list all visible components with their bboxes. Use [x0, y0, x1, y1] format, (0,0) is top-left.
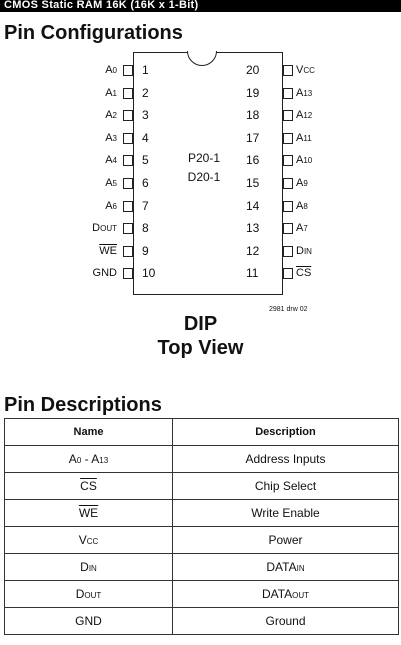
- pin-11-name-base: $\overline{CS}$: [296, 267, 312, 280]
- pin-desc-sub: OUT: [292, 591, 310, 600]
- pin-desc-cell: [173, 500, 399, 527]
- pin-name-base: D: [75, 587, 85, 601]
- pin-desc-table: [4, 418, 399, 635]
- pin-13-lead: [283, 223, 293, 234]
- pin-14-name-base: A: [296, 199, 304, 212]
- pin-9-number: 9: [142, 243, 149, 258]
- pin-8-name: [57, 222, 117, 234]
- pin-18-number: 18: [246, 108, 260, 123]
- pin-11-name: [296, 267, 311, 279]
- pin-19-number: 19: [246, 85, 260, 100]
- pin-15-number: 15: [246, 176, 260, 190]
- pin-8-number: 8: [142, 221, 149, 236]
- pin-20-lead: [283, 65, 293, 76]
- pin-8-name-base: D: [92, 222, 101, 235]
- pin-2-name: [57, 87, 117, 99]
- pin-name-sub: OUT: [84, 591, 102, 600]
- pin-5-name: [57, 154, 117, 166]
- pin-name-base: $\overline{CS}$: [80, 479, 97, 493]
- pin-3-name: [57, 109, 117, 121]
- pin-18-name-base: A: [296, 109, 304, 122]
- pin-6-name-base: A: [105, 177, 113, 189]
- pin-4-number: 4: [142, 130, 149, 145]
- pin-20-name-sub: CC: [303, 66, 315, 75]
- pin-1-name: [57, 64, 117, 76]
- pin-16-lead: [283, 155, 293, 166]
- pin-desc-text: Write Enable: [251, 506, 320, 520]
- pin-18-lead: [283, 110, 293, 121]
- drawing-ref: 2981 drw 02: [269, 306, 308, 313]
- pin-name-sub: 0: [76, 456, 82, 465]
- pin-3-lead: [123, 110, 133, 121]
- pin-19-name: [296, 87, 312, 99]
- pin-12-number: 12: [246, 243, 260, 258]
- pin-2-number: 2: [142, 85, 149, 100]
- pin-name-tail: - A: [81, 452, 100, 466]
- pin-12-name: [296, 245, 312, 257]
- pin-17-number: 17: [246, 130, 260, 145]
- table-row: [5, 554, 399, 581]
- pin-10-name: [57, 267, 117, 279]
- pin-desc-cell: [173, 608, 399, 635]
- pin-13-name-base: A: [296, 222, 304, 235]
- pin-20-number: 20: [246, 63, 260, 77]
- table-row: [5, 500, 399, 527]
- pin-2-name-sub: 1: [112, 88, 117, 98]
- pin-14-name-sub: 8: [303, 201, 308, 211]
- pin-13-name-sub: 7: [303, 224, 308, 234]
- pin-9-name: [57, 245, 117, 257]
- pin-17-lead: [283, 133, 293, 144]
- table-row: [5, 581, 399, 608]
- pin-16-name: [296, 154, 312, 166]
- pin-6-lead: [123, 178, 133, 189]
- pin-4-name-sub: 3: [112, 133, 117, 143]
- pin-15-name-sub: 9: [303, 179, 308, 188]
- package-title: DIP: [183, 313, 218, 335]
- pin-name-base: GND: [75, 614, 102, 628]
- pin-desc-text: Address Inputs: [245, 452, 326, 466]
- pin-1-lead: [123, 65, 133, 76]
- pin-4-name: [57, 132, 117, 144]
- table-row: [5, 473, 399, 500]
- pin-desc-text: DATA: [261, 587, 293, 601]
- pin-name-cell: [5, 554, 173, 581]
- pin-16-name-sub: 10: [303, 156, 313, 166]
- header-banner: [0, 0, 401, 12]
- pin-18-name-sub: 12: [303, 111, 313, 121]
- pin-name-base: A: [68, 452, 77, 466]
- table-row: [5, 446, 399, 473]
- pin-13-number: 13: [246, 221, 260, 236]
- pin-desc-text: Ground: [265, 614, 306, 628]
- pin-desc-text: DATA: [266, 560, 297, 574]
- pin-name-sub: IN: [88, 564, 97, 573]
- table-row: [5, 608, 399, 635]
- pin-name-base: $\overline{WE}$: [78, 506, 99, 520]
- pin-7-name-sub: 6: [112, 201, 117, 211]
- pin-desc-heading: Pin Descriptions: [4, 394, 162, 416]
- pin-1-name-sub: 0: [112, 66, 117, 75]
- pin-name-sub: CC: [86, 537, 99, 546]
- pin-2-name-base: A: [105, 86, 113, 99]
- pin-desc-cell: [173, 446, 399, 473]
- pin-9-name-base: $\overline{WE}$: [99, 244, 117, 257]
- pin-20-name-base: V: [296, 64, 304, 76]
- pin-desc-cell: [173, 554, 399, 581]
- pin-15-lead: [283, 178, 293, 189]
- pin-5-lead: [123, 155, 133, 166]
- pin-6-number: 6: [142, 176, 149, 190]
- pin-desc-text: Power: [268, 533, 303, 547]
- pin-name-cell: [5, 581, 173, 608]
- pin-name-cell: [5, 446, 173, 473]
- pin-config-heading: Pin Configurations: [4, 22, 183, 44]
- pin-2-lead: [123, 88, 133, 99]
- pin-20-name: [296, 64, 315, 76]
- pin-18-name: [296, 109, 312, 121]
- pin-3-name-sub: 2: [112, 111, 117, 121]
- pin-14-number: 14: [246, 198, 260, 213]
- pin-5-name-sub: 4: [112, 156, 117, 166]
- pin-12-name-base: D: [296, 244, 304, 257]
- pin-12-lead: [283, 246, 293, 257]
- pin-name-cell: [5, 500, 173, 527]
- pin-name-cell: [5, 608, 173, 635]
- pin-7-number: 7: [142, 198, 149, 213]
- pin-16-name-base: A: [296, 154, 304, 167]
- pin-6-name: [57, 177, 117, 189]
- pin-name-sub2: 13: [99, 456, 109, 465]
- pin-16-number: 16: [246, 153, 260, 168]
- pin-desc-cell: [173, 581, 399, 608]
- pin-desc-cell: [173, 527, 399, 554]
- package-subtitle: Top View: [157, 337, 244, 359]
- pin-7-lead: [123, 201, 133, 212]
- pin-13-name: [296, 222, 308, 234]
- pin-name-cell: [5, 527, 173, 554]
- table-row: [5, 527, 399, 554]
- pin-17-name-sub: 11: [303, 133, 312, 143]
- col-desc-header: Description: [173, 419, 399, 446]
- pin-desc-text: Chip Select: [254, 479, 317, 493]
- pin-name-base: D: [80, 560, 89, 574]
- chip-package-label-d: D20-1: [187, 170, 221, 184]
- pin-14-lead: [283, 201, 293, 212]
- pin-19-lead: [283, 88, 293, 99]
- pin-desc-sub: IN: [296, 564, 305, 573]
- pin-10-name-base: GND: [92, 267, 117, 280]
- pin-10-lead: [123, 268, 133, 279]
- pin-11-number: 11: [246, 266, 259, 281]
- pin-19-name-base: A: [296, 86, 304, 99]
- pin-7-name: [57, 200, 117, 212]
- pin-15-name: [296, 177, 308, 189]
- pin-1-number: 1: [142, 63, 149, 77]
- banner-title: CMOS Static RAM 16K (16K x 1-Bit): [4, 0, 199, 11]
- pin-11-lead: [283, 268, 293, 279]
- pin-10-number: 10: [142, 266, 156, 281]
- pin-19-name-sub: 13: [303, 88, 313, 98]
- pin-17-name-base: A: [296, 131, 304, 144]
- table-header-row: [5, 419, 399, 446]
- pin-name-cell: [5, 473, 173, 500]
- pin-4-name-base: A: [105, 131, 113, 144]
- pin-6-name-sub: 5: [112, 179, 117, 188]
- pin-7-name-base: A: [105, 199, 113, 212]
- pin-3-number: 3: [142, 108, 149, 123]
- chip-package-label-p: P20-1: [187, 151, 221, 165]
- pin-desc-cell: [173, 473, 399, 500]
- pin-9-lead: [123, 246, 133, 257]
- pin-1-name-base: A: [105, 64, 113, 76]
- pin-5-name-base: A: [105, 154, 113, 167]
- pin-name-base: V: [78, 533, 87, 547]
- col-name-header: Name: [5, 419, 173, 446]
- pin-4-lead: [123, 133, 133, 144]
- pin-8-lead: [123, 223, 133, 234]
- pin-5-number: 5: [142, 153, 149, 168]
- pin-3-name-base: A: [105, 109, 113, 122]
- pin-8-name-sub: OUT: [100, 224, 117, 234]
- pin-15-name-base: A: [296, 177, 304, 189]
- chip-notch: [187, 51, 217, 66]
- pin-17-name: [296, 132, 312, 144]
- pin-14-name: [296, 200, 308, 212]
- pin-12-name-sub: IN: [303, 246, 312, 256]
